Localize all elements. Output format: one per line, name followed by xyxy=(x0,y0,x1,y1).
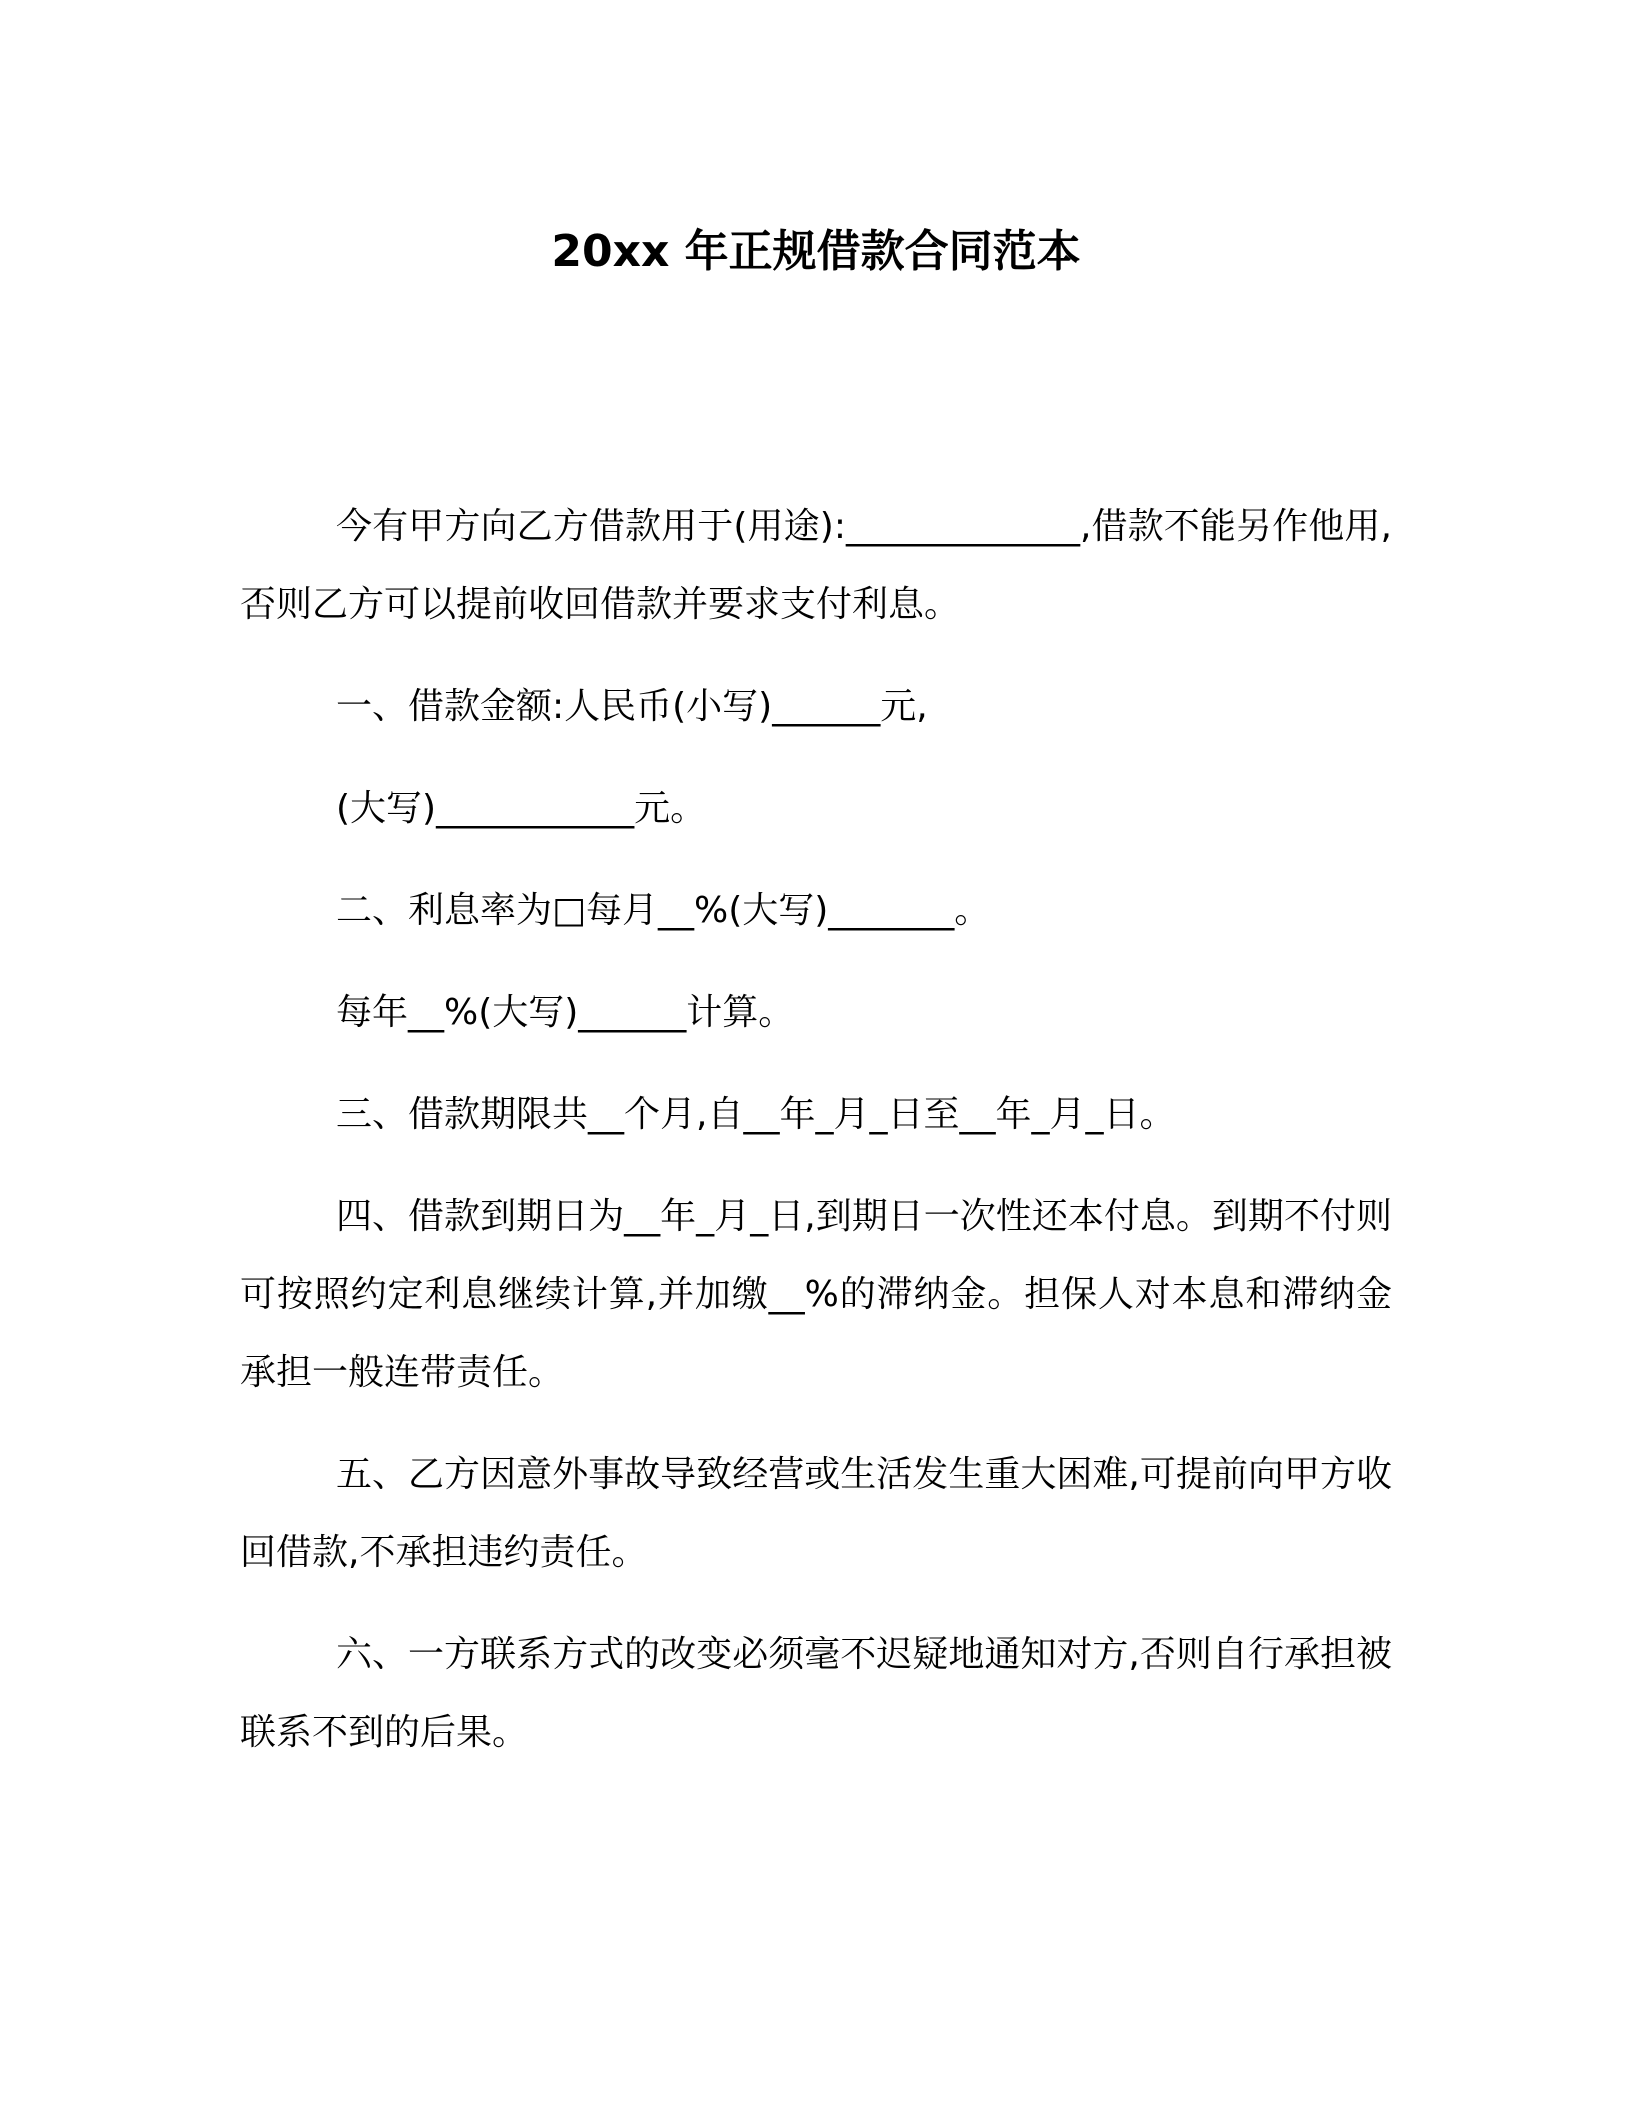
document-title: 20xx 年正规借款合同范本 xyxy=(551,226,1081,277)
document-body xyxy=(240,488,1392,1796)
paragraph-due-date: 四、借款到期日为__年_月_日,到期日一次性还本付息。到期不付则可按照约定利息继续计算,并加缴__%的滞纳金。担保人对本息和滞纳金承担一般连带责任。 xyxy=(240,1196,1392,1393)
paragraph-early-recall: 五、乙方因意外事故导致经营或生活发生重大困难,可提前向甲方收回借款,不承担违约责任。 xyxy=(240,1454,1392,1573)
paragraph-intro: 今有甲方向乙方借款用于(用途):_____________,借款不能另作他用,否则乙方可以提前收回借款并要求支付利息。 xyxy=(240,506,1392,625)
paragraph-interest-monthly: 二、利息率为□每月__%(大写)_______。 xyxy=(336,890,991,931)
paragraph-loan-term: 三、借款期限共__个月,自__年_月_日至__年_月_日。 xyxy=(336,1094,1176,1135)
paragraph-amount-uppercase: (大写)___________元。 xyxy=(336,788,707,829)
paragraph-contact-change: 六、一方联系方式的改变必须毫不迟疑地通知对方,否则自行承担被联系不到的后果。 xyxy=(240,1634,1392,1753)
paragraph-loan-amount: 一、借款金额:人民币(小写)______元, xyxy=(336,686,928,727)
paragraph-interest-yearly: 每年__%(大写)______计算。 xyxy=(336,992,795,1033)
